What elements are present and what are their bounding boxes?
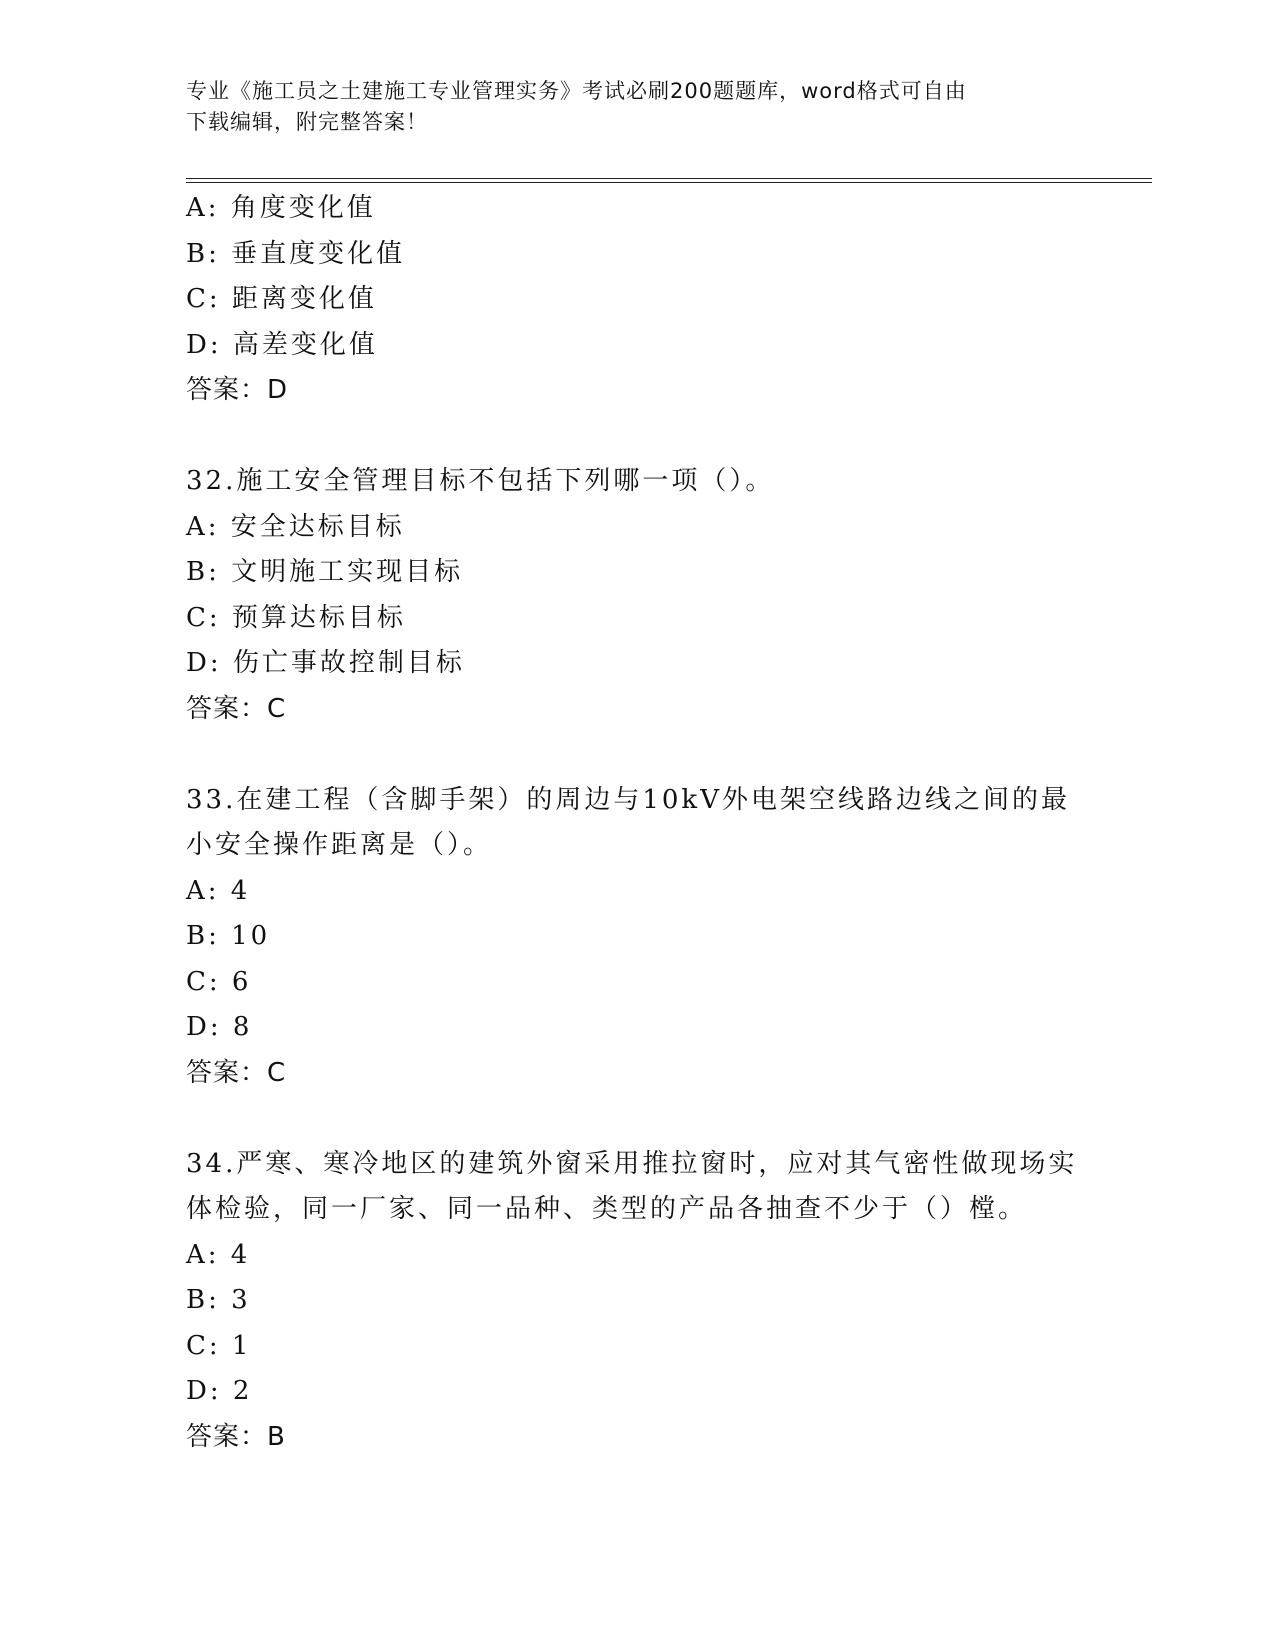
option-d: D: 伤亡事故控制目标 <box>186 648 465 678</box>
question-stem-continued: 小安全操作距离是（）。 <box>186 830 493 860</box>
option-d: D: 8 <box>186 1012 253 1042</box>
option-c: C: 预算达标目标 <box>186 602 406 633</box>
option-c: C: 1 <box>186 1330 252 1361</box>
question-33 <box>186 778 1106 1097</box>
header-line-2: 下载编辑，附完整答案！ <box>186 110 428 134</box>
answer: 答案：C <box>186 693 287 724</box>
answer: 答案：C <box>186 1057 287 1088</box>
question-stem-continued: 体检验，同一厂家、同一品种、类型的产品各抽查不少于（）樘。 <box>186 1194 1028 1224</box>
option-d: D: 高差变化值 <box>186 329 378 360</box>
option-a: A: 安全达标目标 <box>186 511 405 542</box>
option-a: A: 角度变化值 <box>186 193 376 223</box>
question-stem: 32.施工安全管理目标不包括下列哪一项（）。 <box>186 466 775 496</box>
header-divider-bottom <box>186 182 1152 183</box>
answer: 答案：D <box>186 375 289 405</box>
answer: 答案：B <box>186 1421 286 1452</box>
question-list <box>186 186 1106 1460</box>
option-d: D: 2 <box>186 1376 253 1406</box>
option-c: C: 距离变化值 <box>186 284 377 314</box>
previous-question-tail <box>186 186 1106 414</box>
option-b: B: 文明施工实现目标 <box>186 557 464 587</box>
option-b: B: 10 <box>186 921 271 951</box>
option-b: B: 垂直度变化值 <box>186 238 406 269</box>
option-a: A: 4 <box>186 1239 251 1270</box>
option-b: B: 3 <box>186 1285 251 1315</box>
option-a: A: 4 <box>186 875 251 906</box>
question-32 <box>186 459 1106 732</box>
header-line-1: 专业《施工员之土建施工专业管理实务》考试必刷200题题库，word格式可自由 <box>186 79 967 103</box>
question-stem: 34.严寒、寒冷地区的建筑外窗采用推拉窗时，应对其气密性做现场实 <box>186 1148 1078 1179</box>
question-34 <box>186 1142 1106 1461</box>
header-divider-top <box>186 178 1152 179</box>
option-c: C: 6 <box>186 966 252 997</box>
document-header <box>186 76 1086 138</box>
question-stem: 33.在建工程（含脚手架）的周边与10kV外电架空线路边线之间的最 <box>186 784 1070 815</box>
